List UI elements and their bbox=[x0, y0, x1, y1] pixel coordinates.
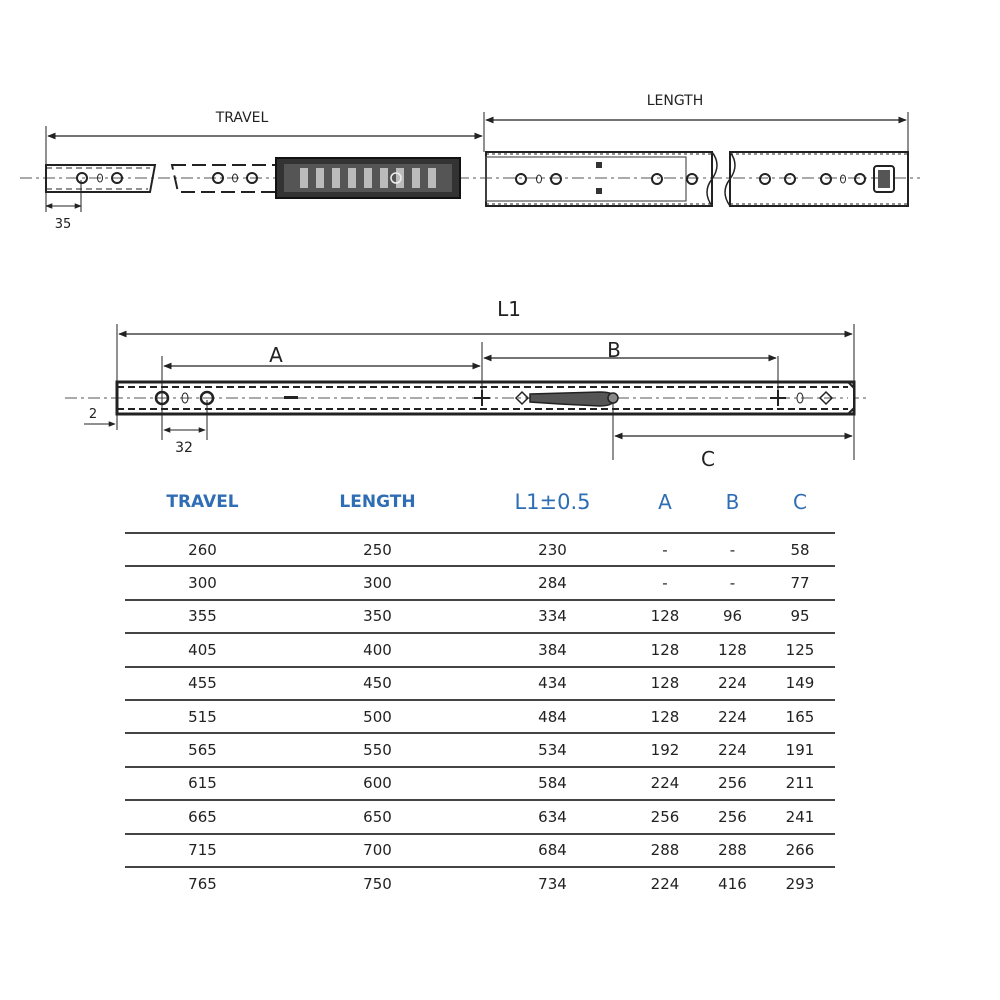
table-cell: 260 bbox=[188, 540, 217, 559]
table-cell: 77 bbox=[790, 574, 810, 593]
table-cell: 288 bbox=[650, 841, 680, 860]
a-label: A bbox=[269, 343, 283, 367]
table-cell: 750 bbox=[363, 874, 392, 893]
table-cell: 128 bbox=[650, 640, 680, 659]
table-header bbox=[125, 478, 835, 526]
top-slide-diagram bbox=[20, 93, 920, 232]
table-cell: 96 bbox=[722, 607, 743, 626]
table-cell: 700 bbox=[363, 841, 392, 860]
table-cell: - bbox=[729, 574, 736, 593]
table-cell: 665 bbox=[188, 807, 217, 826]
header-b: B bbox=[725, 490, 740, 514]
drawer-slide-diagrams bbox=[0, 0, 1000, 470]
table-cell: 256 bbox=[650, 807, 680, 826]
table-cell: 384 bbox=[538, 640, 567, 659]
table-cell: 434 bbox=[538, 674, 567, 693]
table-cell: 600 bbox=[363, 774, 392, 793]
table-cell: 734 bbox=[538, 874, 567, 893]
table-cell: 565 bbox=[188, 741, 217, 760]
header-l1: L1±0.5 bbox=[514, 490, 591, 514]
table-cell: 256 bbox=[718, 807, 747, 826]
table-cell: 211 bbox=[785, 774, 815, 793]
table-cell: 128 bbox=[650, 607, 680, 626]
table-cell: 650 bbox=[363, 807, 392, 826]
table-cell: 128 bbox=[650, 707, 680, 726]
table-cell: 224 bbox=[650, 874, 680, 893]
table-cell: 715 bbox=[188, 841, 217, 860]
table-cell: 550 bbox=[363, 741, 392, 760]
table-cell: 256 bbox=[718, 774, 747, 793]
table-cell: 241 bbox=[785, 807, 815, 826]
table-cell: 334 bbox=[538, 607, 567, 626]
table-cell: 165 bbox=[785, 707, 815, 726]
table-cell: - bbox=[662, 540, 668, 559]
table-cell: 224 bbox=[718, 741, 747, 760]
header-travel: TRAVEL bbox=[166, 492, 239, 512]
ball-bearing-cage bbox=[276, 158, 460, 198]
table-cell: - bbox=[662, 574, 668, 593]
table-cell: 230 bbox=[538, 540, 567, 559]
table-body bbox=[125, 532, 835, 899]
table-cell: 765 bbox=[188, 874, 217, 893]
table-cell: 400 bbox=[363, 640, 392, 659]
dim-2-label: 2 bbox=[88, 407, 98, 422]
dim-35-label: 35 bbox=[54, 217, 72, 232]
table-row bbox=[125, 699, 835, 732]
table-cell: 293 bbox=[785, 874, 815, 893]
table-cell: 191 bbox=[785, 741, 815, 760]
table-cell: 224 bbox=[650, 774, 680, 793]
outer-member bbox=[486, 152, 908, 206]
table-row bbox=[125, 599, 835, 632]
table-cell: 615 bbox=[188, 774, 217, 793]
table-cell: 250 bbox=[363, 540, 392, 559]
table-cell: 455 bbox=[188, 674, 217, 693]
table-cell: 266 bbox=[785, 841, 815, 860]
bottom-slide-diagram bbox=[65, 297, 870, 470]
table-cell: 350 bbox=[363, 607, 392, 626]
table-cell: 284 bbox=[538, 574, 567, 593]
length-label: LENGTH bbox=[646, 93, 704, 109]
table-row bbox=[125, 833, 835, 866]
header-length: LENGTH bbox=[339, 492, 416, 512]
table-row bbox=[125, 532, 835, 565]
table-row bbox=[125, 732, 835, 765]
table-cell: 634 bbox=[538, 807, 567, 826]
table-cell: 300 bbox=[363, 574, 392, 593]
table-cell: 149 bbox=[785, 674, 815, 693]
table-row bbox=[125, 632, 835, 665]
table-cell: 684 bbox=[538, 841, 567, 860]
l1-label: L1 bbox=[497, 297, 521, 321]
table-row bbox=[125, 666, 835, 699]
dim-32-label: 32 bbox=[175, 440, 193, 456]
table-cell: 534 bbox=[538, 741, 567, 760]
table-cell: 58 bbox=[790, 540, 810, 559]
table-cell: 450 bbox=[363, 674, 392, 693]
table-cell: 355 bbox=[188, 607, 217, 626]
table-cell: 484 bbox=[538, 707, 567, 726]
header-a: A bbox=[658, 490, 672, 514]
table-row bbox=[125, 866, 835, 899]
table-row bbox=[125, 565, 835, 598]
table-cell: 288 bbox=[718, 841, 747, 860]
table-cell: 405 bbox=[188, 640, 217, 659]
table-cell: 128 bbox=[650, 674, 680, 693]
c-label: C bbox=[701, 447, 715, 470]
header-c: C bbox=[793, 490, 807, 514]
travel-label: TRAVEL bbox=[215, 110, 269, 126]
b-label: B bbox=[607, 338, 621, 362]
table-cell: 224 bbox=[718, 707, 747, 726]
table-cell: 192 bbox=[650, 741, 680, 760]
table-cell: 584 bbox=[538, 774, 567, 793]
table-cell: 224 bbox=[718, 674, 747, 693]
table-row bbox=[125, 766, 835, 799]
table-cell: 416 bbox=[718, 874, 747, 893]
spec-table bbox=[125, 478, 835, 899]
table-cell: 128 bbox=[718, 640, 747, 659]
table-row bbox=[125, 799, 835, 832]
table-cell: 500 bbox=[363, 707, 392, 726]
table-cell: - bbox=[729, 540, 736, 559]
table-cell: 125 bbox=[785, 640, 815, 659]
table-cell: 515 bbox=[188, 707, 217, 726]
table-cell: 300 bbox=[188, 574, 217, 593]
table-cell: 95 bbox=[790, 607, 810, 626]
